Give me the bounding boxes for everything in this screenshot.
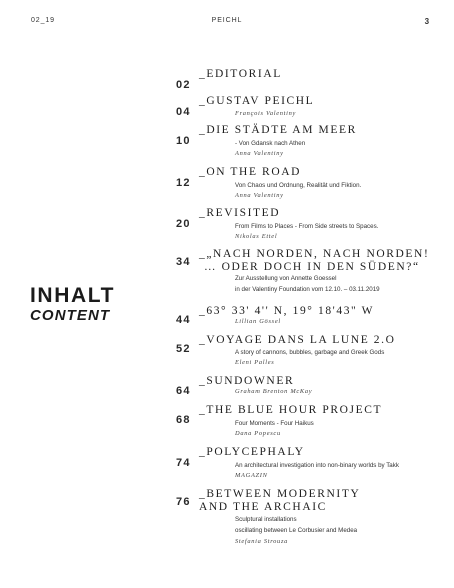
entry-page-number: 20: [176, 218, 191, 230]
entry-subtitle: From Films to Places - From Side streets to Spaces.: [235, 223, 379, 230]
entry-page-number: 74: [176, 457, 191, 469]
entry-author: Lillian Gössel: [235, 318, 281, 325]
entry-subtitle-line-2: oscillating between Le Corbusier and Medea: [235, 527, 358, 534]
entry-subtitle: Zur Ausstellung von Annette Goessel: [235, 275, 337, 282]
magazine-name: PEICHL: [211, 17, 243, 24]
entry-author: Dana Popescu: [235, 430, 281, 437]
entry-title: _REVISITED: [199, 207, 281, 219]
entry-page-number: 12: [176, 177, 191, 189]
entry-subtitle: Four Moments - Four Haikus: [235, 420, 314, 427]
entry-title-line-2: … ODER DOCH IN DEN SÜDEN?“: [204, 261, 420, 273]
toc-heading: [30, 285, 115, 325]
entry-subtitle: A story of cannons, bubbles, garbage and Greek Gods: [235, 349, 385, 356]
entry-page-number: 68: [176, 414, 191, 426]
entry-title: _GUSTAV PEICHL: [199, 95, 315, 107]
entry-title: _EDITORIAL: [199, 68, 282, 80]
entry-page-number: 02: [176, 79, 191, 91]
entry-title: _POLYCEPHALY: [199, 446, 305, 458]
issue-number: 02_19: [31, 17, 55, 24]
entry-page-number: 52: [176, 343, 191, 355]
entry-title: _ON THE ROAD: [199, 166, 302, 178]
entry-author: Anna Valentiny: [235, 192, 284, 199]
entry-author: Eleni Palles: [235, 359, 275, 366]
entry-page-number: 44: [176, 314, 191, 326]
entry-subtitle: An architectural investigation into non-binary worlds by Takk: [235, 462, 399, 469]
entry-page-number: 34: [176, 256, 191, 268]
entry-subtitle: - Von Gdansk nach Athen: [235, 140, 306, 147]
entry-title: _THE BLUE HOUR PROJECT: [199, 404, 383, 416]
entry-author: Anna Valentiny: [235, 150, 284, 157]
entry-title: _VOYAGE DANS LA LUNE 2.O: [199, 334, 396, 346]
entry-title: _63° 33' 4'' N, 19° 18'43" W: [199, 305, 375, 317]
entry-page-number: 76: [176, 496, 191, 508]
entry-author: Nikolas Ettel: [235, 233, 278, 240]
entry-page-number: 10: [176, 135, 191, 147]
entry-page-number: 04: [176, 106, 191, 118]
page-number: 3: [424, 17, 430, 26]
heading-inhalt: INHALT: [30, 284, 116, 307]
entry-subtitle-line-2: in der Valentiny Foundation vom 12.10. – 03.11.2019: [235, 286, 380, 293]
entry-title: _BETWEEN MODERNITY: [199, 488, 361, 500]
entry-author: François Valentiny: [235, 110, 297, 117]
entry-subtitle: Sculptural installations: [235, 516, 297, 523]
heading-content: CONTENT: [30, 307, 111, 324]
entry-title: _SUNDOWNER: [199, 375, 295, 387]
entry-author: Graham Brenton McKay: [235, 388, 313, 395]
entry-author: MAGAZIN: [235, 472, 268, 479]
entry-title: _„NACH NORDEN, NACH NORDEN!: [199, 248, 430, 260]
entry-subtitle: Von Chaos und Ordnung, Realität und Fiktion.: [235, 182, 362, 189]
entry-title-line-2: AND THE ARCHAIC: [199, 501, 327, 513]
entry-page-number: 64: [176, 385, 191, 397]
entry-title: _DIE STÄDTE AM MEER: [199, 124, 357, 136]
entry-author: Stefania Strouza: [235, 538, 289, 545]
